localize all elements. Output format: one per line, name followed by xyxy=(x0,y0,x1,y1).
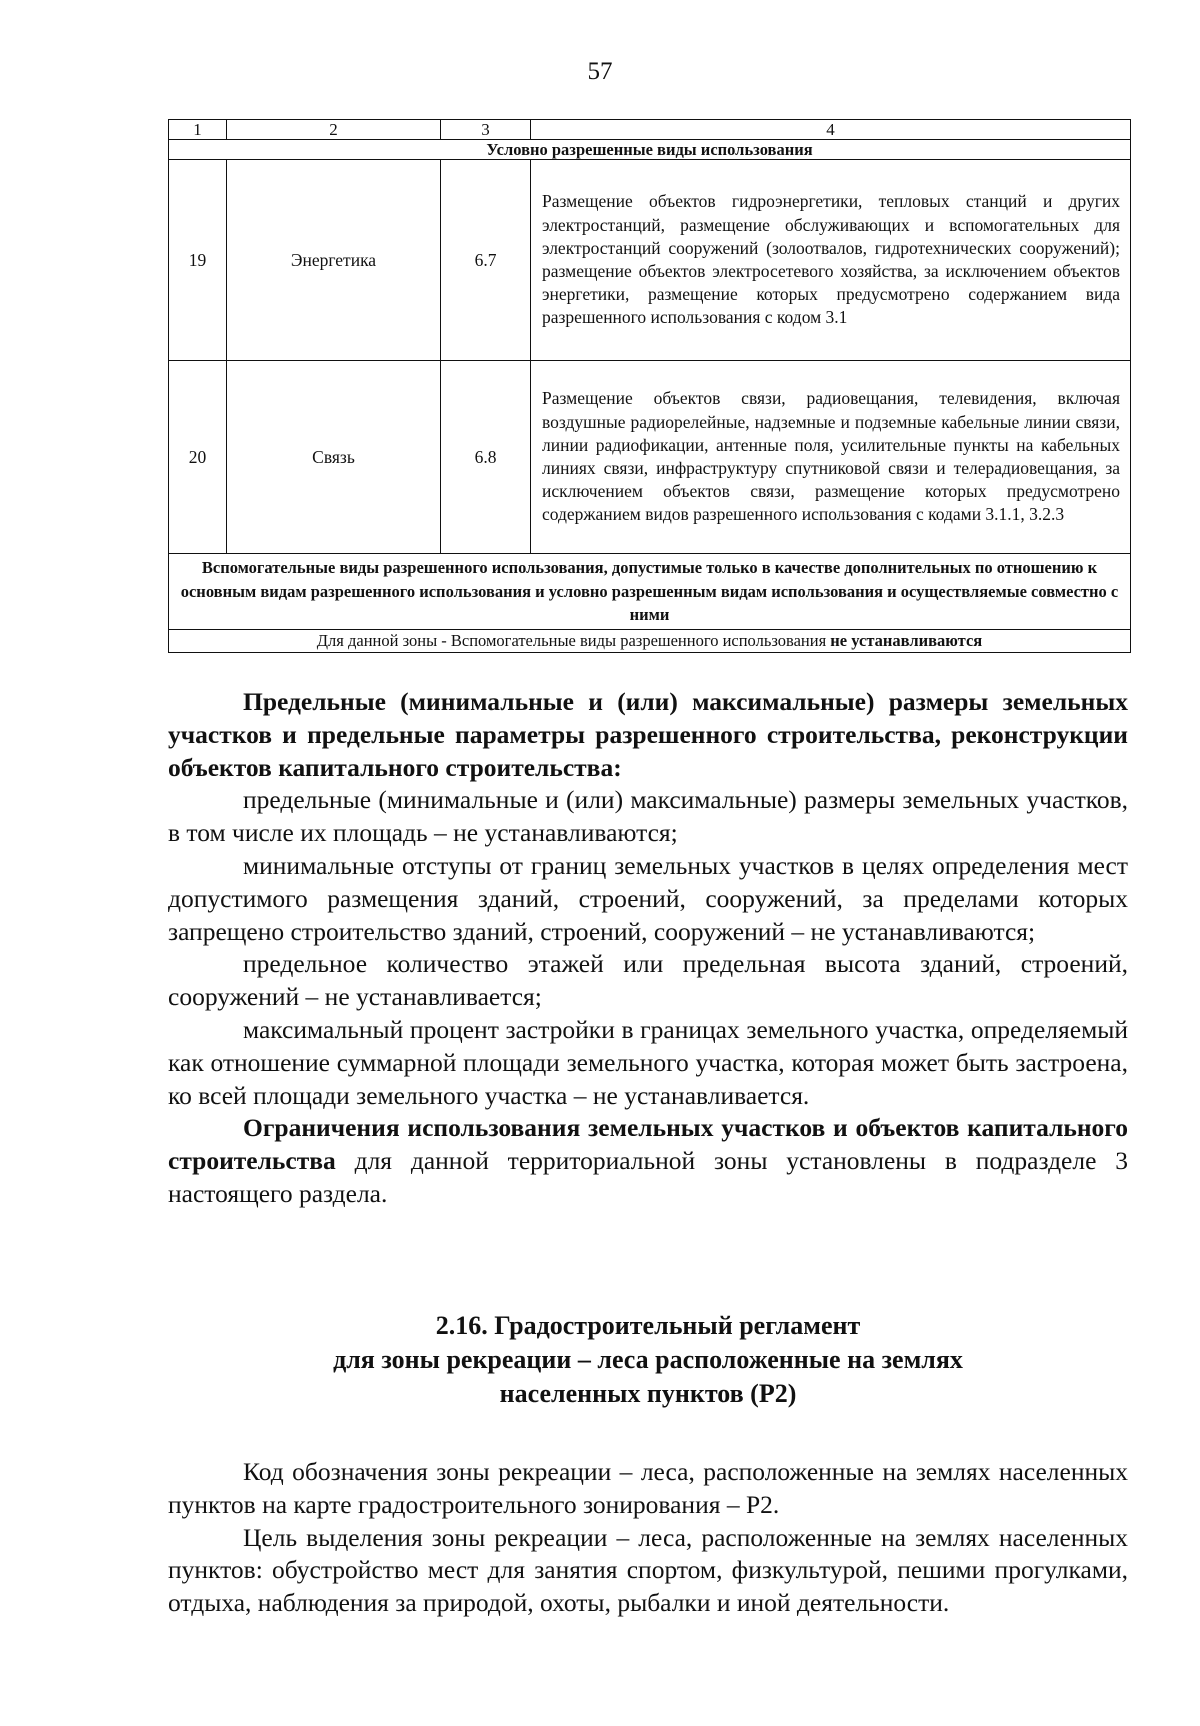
use-type-name: Энергетика xyxy=(227,160,441,361)
use-type-name: Связь xyxy=(227,361,441,554)
column-header-1: 1 xyxy=(169,120,227,140)
limit-item: предельные (минимальные и (или) максимальные) размеры земельных участков, в том числе их площадь – не устанавливаются; xyxy=(168,785,1128,848)
auxiliary-note-prefix: Для данной зоны - Вспомогательные виды разрешенного использования xyxy=(316,630,831,650)
table-header-row xyxy=(169,120,1131,140)
zone-purpose-paragraph: Цель выделения зоны рекреации – леса, расположенные на землях населенных пунктов: обустройство мест для занятия спортом, физкультурой, пешими прогулками, отдыха, наблюдения за природой, охоты, рыбалки и иной деятельности. xyxy=(168,1522,1128,1618)
column-header-4: 4 xyxy=(531,120,1131,140)
land-use-table xyxy=(168,119,1131,653)
section-heading xyxy=(168,1309,1128,1411)
auxiliary-section-title: Вспомогательные виды разрешенного использования, допустимые только в качестве дополнительных по отношению к основным видам разрешенного использования и условно разрешенным видам использования и осуществляемые совместно с ними xyxy=(169,554,1131,630)
use-type-description: Размещение объектов связи, радиовещания, телевидения, включая воздушные радиорелейные, надземные и подземные кабельные линии связи, линии радиофикации, антенные поля, усилительные пункты на кабельных линиях связи, инфраструктуру спутниковой связи и телерадиовещания, за исключением объектов связи, размещение которых предусмотрено содержанием видов разрешенного использования с кодами 3.1.1, 3.2.3 xyxy=(531,361,1131,554)
section-heading-line: для зоны рекреации – леса расположенные на землях xyxy=(333,1345,963,1374)
conditional-section-row xyxy=(169,140,1131,160)
limit-item: предельное количество этажей или предельная высота зданий, строений, сооружений – не устанавливается; xyxy=(168,949,1128,1012)
auxiliary-section-row xyxy=(169,554,1131,630)
section-216-body xyxy=(168,1456,1128,1620)
table-row xyxy=(169,160,1131,361)
row-number: 19 xyxy=(169,160,227,361)
section-heading-line: 2.16. Градостроительный регламент xyxy=(435,1311,861,1340)
use-type-description: Размещение объектов гидроэнергетики, тепловых станций и других электростанций, размещение обслуживающих и вспомогательных для электростанций сооружений (золоотвалов, гидротехнических сооружений); размещение объектов электросетевого хозяйства, за исключением объектов энергетики, размещение которых предусмотрено содержанием вида разрешенного использования с кодом 3.1 xyxy=(531,160,1131,361)
row-number: 20 xyxy=(169,361,227,554)
use-type-code: 6.8 xyxy=(441,361,531,554)
limit-item: максимальный процент застройки в границах земельного участка, определяемый как отношение суммарной площади земельного участка, которая может быть застроена, ко всей площади земельного участка – не устанавливается. xyxy=(168,1014,1128,1110)
auxiliary-note-bold: не устанавливаются xyxy=(830,630,983,650)
column-header-2: 2 xyxy=(227,120,441,140)
auxiliary-note xyxy=(169,629,1131,652)
restrictions-bold: Ограничения использования земельных участков и объектов капитального строительства xyxy=(168,1113,1128,1176)
page-number: 57 xyxy=(587,58,613,85)
limit-item: минимальные отступы от границ земельных участков в целях определения мест допустимого размещения зданий, строений, сооружений, за пределами которых запрещено строительство зданий, строений, сооружений – не устанавливаются; xyxy=(168,850,1128,946)
zone-code-paragraph: Код обозначения зоны рекреации – леса, расположенные на землях населенных пунктов на карте градостроительного зонирования – Р2. xyxy=(168,1457,1128,1519)
conditional-section-title: Условно разрешенные виды использования xyxy=(169,140,1131,160)
table-row xyxy=(169,361,1131,554)
use-type-code: 6.7 xyxy=(441,160,531,361)
restrictions-paragraph xyxy=(168,1112,1128,1210)
limits-heading: Предельные (минимальные и (или) максимальные) размеры земельных участков и предельные параметры разрешенного строительства, реконструкции объектов капитального строительства: xyxy=(168,687,1128,782)
limits-block xyxy=(168,686,1128,1211)
column-header-3: 3 xyxy=(441,120,531,140)
restrictions-rest: для данной территориальной зоны установлены в подразделе 3 настоящего раздела. xyxy=(168,1146,1128,1208)
section-heading-line: населенных пунктов (Р2) xyxy=(499,1379,797,1408)
auxiliary-note-row xyxy=(169,629,1131,652)
